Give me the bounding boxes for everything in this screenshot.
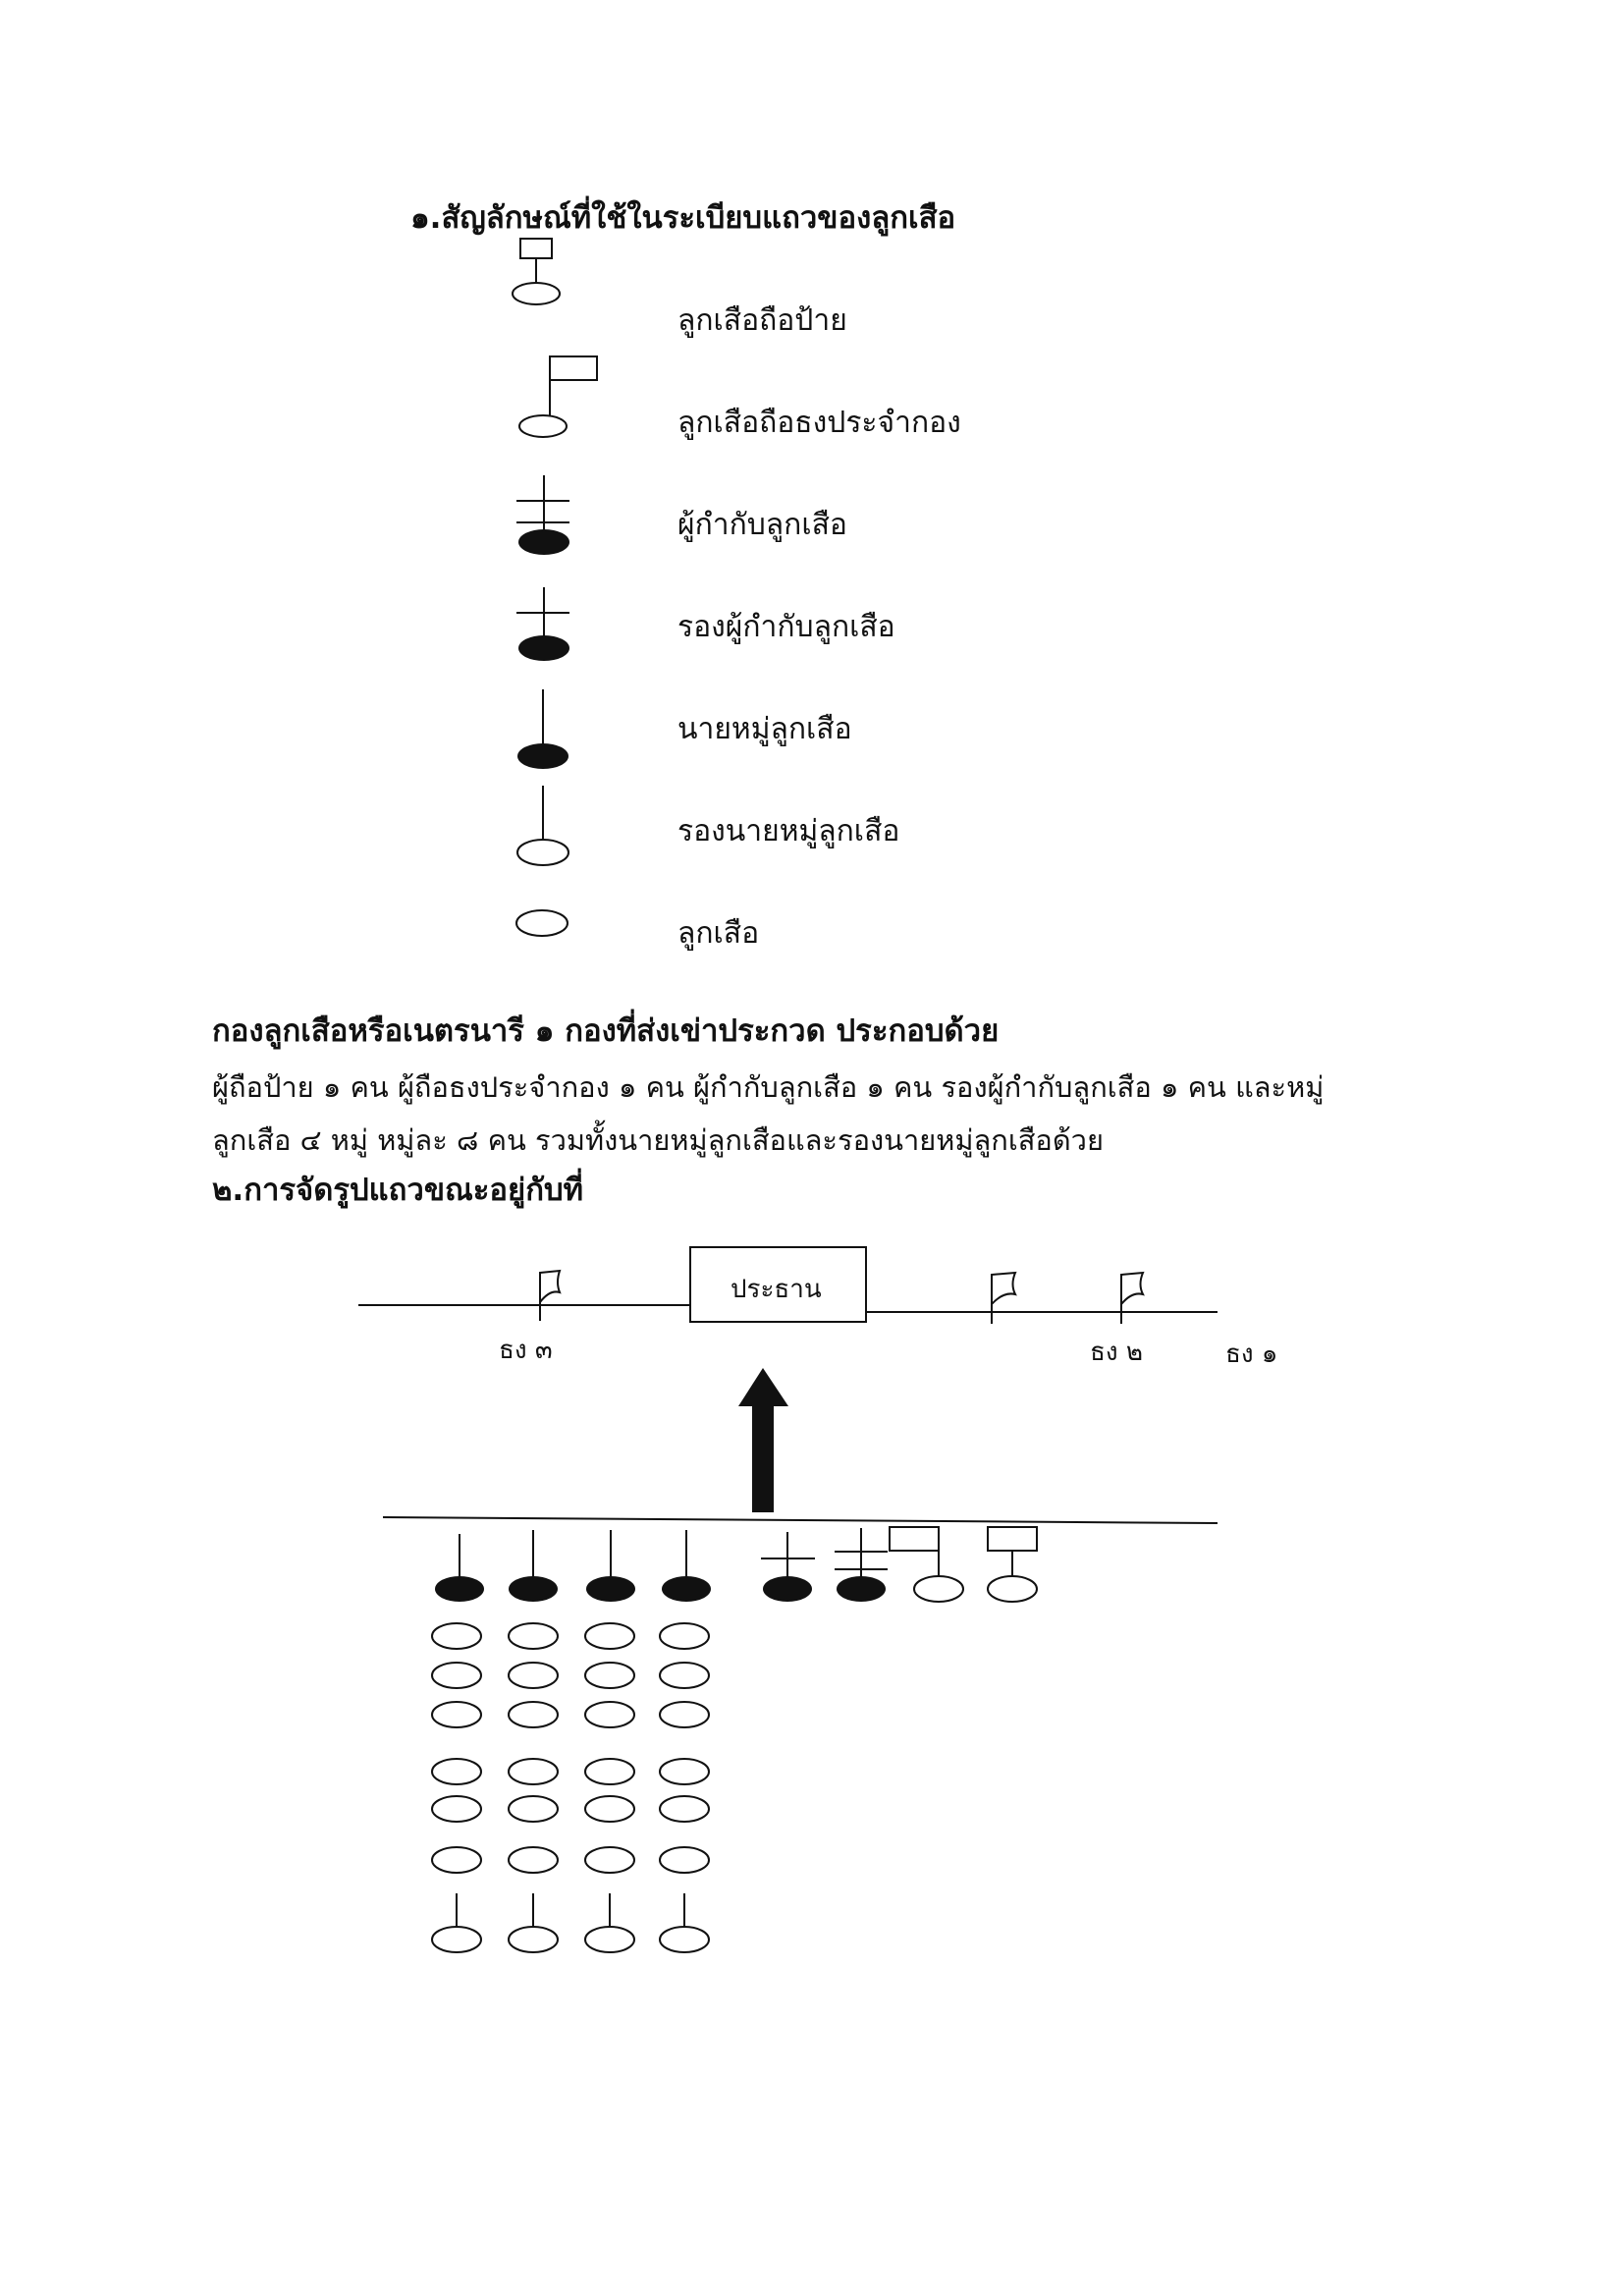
flag-1-icon <box>1121 1273 1143 1324</box>
chairman-label: ประธาน <box>731 1275 822 1304</box>
flag-3-label: ธง ๓ <box>499 1336 553 1365</box>
legend-label-sign-bearer: ลูกเสือถือป้าย <box>677 303 847 338</box>
flag-2-label: ธง ๒ <box>1090 1338 1143 1367</box>
legend-label-patrol-leader: นายหมู่ลูกเสือ <box>677 712 852 746</box>
patrol-leader-3 <box>586 1576 635 1602</box>
flag-2-icon <box>992 1273 1015 1324</box>
legend-label-scout: ลูกเสือ <box>677 916 760 951</box>
troop-leader-in-formation <box>761 1532 815 1602</box>
scouts-grid <box>432 1623 709 1873</box>
legend-label-flag-bearer: ลูกเสือถือธงประจำกอง <box>677 406 961 440</box>
formation-baseline <box>383 1517 1218 1523</box>
patrol-leader-1 <box>435 1576 484 1602</box>
section-1-title: ๑.สัญลักษณ์ที่ใช้ในระเบียบแถวของลูกเสือ <box>410 200 956 236</box>
assistant-leader-in-formation <box>835 1528 888 1602</box>
legend-label-troop-leader: ผู้กำกับลูกเสือ <box>677 508 847 542</box>
patrol-leader-4 <box>662 1576 711 1602</box>
composition-line-1: ผู้ถือป้าย ๑ คน ผู้ถือธงประจำกอง ๑ คน ผู้กำกับลูกเสือ ๑ คน รองผู้กำกับลูกเสือ ๑ คน และหมู่ <box>212 1070 1325 1104</box>
flag-1-label: ธง ๑ <box>1225 1339 1278 1369</box>
flag-3-icon <box>540 1271 560 1321</box>
patrol-leader-2 <box>509 1576 558 1602</box>
direction-arrow-icon <box>738 1368 788 1512</box>
section-2-title: ๒.การจัดรูปแถวขณะอยู่กับที่ <box>212 1173 584 1208</box>
assistant-patrol-leaders-row <box>432 1893 709 1952</box>
legend-label-assistant-leader: รองผู้กำกับลูกเสือ <box>677 610 895 644</box>
composition-heading: กองลูกเสือหรือเนตรนารี ๑ กองที่ส่งเข่าประกวด ประกอบด้วย <box>212 1013 1000 1049</box>
sign-bearer-in-formation-1 <box>890 1527 963 1602</box>
sign-bearer-in-formation-2 <box>988 1527 1037 1602</box>
composition-line-2: ลูกเสือ ๔ หมู่ หมู่ละ ๘ คน รวมทั้งนายหมู่ลูกเสือและรองนายหมู่ลูกเสือด้วย <box>212 1123 1104 1157</box>
legend-label-assistant-patrol-leader: รองนายหมู่ลูกเสือ <box>677 814 900 848</box>
patrol-leaders-row <box>435 1530 711 1602</box>
